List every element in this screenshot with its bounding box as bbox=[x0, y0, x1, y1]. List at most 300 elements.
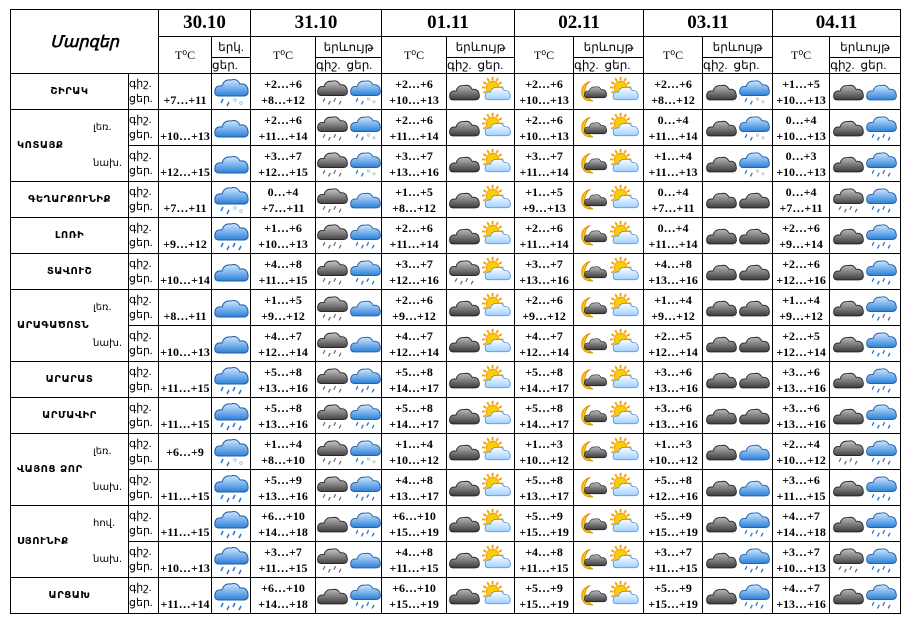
temperature-cell bbox=[382, 434, 447, 470]
weather-icon-pair bbox=[447, 182, 515, 218]
weather-dark-cloud-icon bbox=[448, 438, 481, 465]
weather-sun-cloud-icon bbox=[481, 438, 514, 465]
temperature-cell bbox=[251, 578, 316, 614]
weather-icon-pair bbox=[574, 182, 644, 218]
weather-icon-pair bbox=[316, 146, 382, 182]
temperature-cell bbox=[251, 254, 316, 290]
weather-blue-cloud-icon bbox=[212, 146, 251, 182]
night-temp: +3…+6 bbox=[654, 364, 692, 379]
night-temp: +3…+7 bbox=[395, 148, 433, 163]
day-night-subheader bbox=[447, 58, 515, 74]
night-temp: +6…+9 bbox=[166, 444, 204, 459]
night-temp: +4…+8 bbox=[264, 256, 302, 271]
night-temp: +3…+7 bbox=[264, 544, 302, 559]
weather-icon-pair bbox=[316, 470, 382, 506]
day-temp: +11…+15 bbox=[160, 488, 210, 503]
temperature-cell bbox=[251, 74, 316, 110]
night-label: գիշ. bbox=[129, 293, 152, 306]
temperature-cell bbox=[644, 218, 703, 254]
night-label: գիշ. bbox=[703, 58, 728, 72]
weather-icon-pair bbox=[830, 542, 901, 578]
day-label: ցեր. bbox=[129, 488, 153, 501]
region-name: ՇԻՐԱԿ bbox=[11, 74, 129, 110]
weather-icon-pair bbox=[316, 254, 382, 290]
weather-moon-cloud-icon bbox=[576, 438, 609, 465]
day-label: ցեր. bbox=[346, 58, 373, 72]
day-night-label bbox=[129, 578, 159, 614]
night-temp: +4…+7 bbox=[525, 328, 563, 343]
day-label: ցեր. bbox=[129, 308, 153, 321]
weather-rain-blue-icon bbox=[865, 546, 898, 573]
temperature-cell bbox=[251, 218, 316, 254]
night-temp: +5…+9 bbox=[264, 472, 302, 487]
night-temp: +5…+8 bbox=[395, 364, 433, 379]
weather-icon-pair bbox=[830, 506, 901, 542]
day-temp: +13…+16 bbox=[776, 596, 826, 611]
weather-sun-cloud-icon bbox=[609, 546, 642, 573]
weather-dark-cloud-icon bbox=[705, 330, 738, 357]
temperature-cell bbox=[515, 398, 574, 434]
temperature-cell bbox=[382, 326, 447, 362]
temperature-cell bbox=[773, 218, 830, 254]
weather-dark-cloud-icon bbox=[448, 330, 481, 357]
weather-rain-cloud-icon bbox=[832, 186, 865, 213]
weather-dark-cloud-icon bbox=[832, 294, 865, 321]
weather-moon-cloud-icon bbox=[576, 402, 609, 429]
weather-dark-cloud-icon bbox=[705, 366, 738, 393]
night-temp: +5…+8 bbox=[525, 400, 563, 415]
weather-dark-cloud-icon bbox=[832, 78, 865, 105]
weather-sun-cloud-icon bbox=[481, 546, 514, 573]
weather-snow-cloud-icon bbox=[212, 74, 251, 110]
phenomenon-header: երևույթ bbox=[830, 37, 901, 58]
temperature-cell bbox=[515, 182, 574, 218]
weather-icon-pair bbox=[703, 398, 773, 434]
day-temp: +9…+14 bbox=[779, 236, 823, 251]
weather-sun-cloud-icon bbox=[481, 150, 514, 177]
day-temp: +13…+17 bbox=[519, 488, 569, 503]
night-temp: +5…+8 bbox=[264, 364, 302, 379]
day-temp: +8…+12 bbox=[392, 200, 436, 215]
temperature-cell bbox=[251, 434, 316, 470]
weather-rain-cloud-icon bbox=[832, 546, 865, 573]
weather-snow-cloud-icon bbox=[738, 114, 771, 141]
weather-moon-cloud-icon bbox=[576, 222, 609, 249]
region-name: ՍՅՈՒՆԻՔ bbox=[11, 506, 129, 578]
table-row bbox=[11, 578, 901, 614]
weather-dark-cloud-icon bbox=[705, 258, 738, 285]
night-temp: 0…+4 bbox=[785, 184, 817, 199]
day-temp: +10…+13 bbox=[389, 92, 439, 107]
night-label: գիշ. bbox=[574, 58, 599, 72]
weather-dark-cloud-icon bbox=[316, 582, 349, 609]
temperature-cell bbox=[515, 506, 574, 542]
weather-sun-cloud-icon bbox=[481, 582, 514, 609]
weather-dark-cloud-icon bbox=[705, 510, 738, 537]
weather-dark-cloud-icon bbox=[448, 546, 481, 573]
region-name: ՏԱՎՈՒՇ bbox=[11, 254, 129, 290]
temperature-cell bbox=[515, 290, 574, 326]
weather-icon-pair bbox=[703, 470, 773, 506]
table-title: Մարզեր bbox=[11, 10, 159, 74]
night-label: գիշ. bbox=[129, 149, 152, 162]
day-temp: +15…+19 bbox=[648, 524, 698, 539]
weather-moon-cloud-icon bbox=[576, 546, 609, 573]
day-temp: +11…+15 bbox=[160, 416, 210, 431]
night-temp: 0…+4 bbox=[267, 184, 299, 199]
day-night-label bbox=[129, 182, 159, 218]
day-temp: +15…+19 bbox=[389, 596, 439, 611]
night-temp: +6…+10 bbox=[261, 580, 305, 595]
weather-sun-cloud-icon bbox=[481, 330, 514, 357]
weather-rain-cloud-icon bbox=[316, 186, 349, 213]
night-temp: +3…+6 bbox=[782, 472, 820, 487]
night-temp: +4…+7 bbox=[395, 328, 433, 343]
night-label: գիշ. bbox=[129, 221, 152, 234]
weather-rain-blue-icon bbox=[212, 542, 251, 578]
night-temp: +4…+7 bbox=[264, 328, 302, 343]
temperature-cell bbox=[382, 110, 447, 146]
weather-icon-pair bbox=[574, 254, 644, 290]
weather-icon-pair bbox=[316, 542, 382, 578]
day-temp: +10…+12 bbox=[389, 452, 439, 467]
weather-icon-pair bbox=[574, 398, 644, 434]
temperature-cell bbox=[515, 326, 574, 362]
day-temp: +12…+14 bbox=[258, 344, 308, 359]
weather-icon-pair bbox=[447, 218, 515, 254]
table-row bbox=[11, 74, 901, 110]
weather-rain-blue-icon bbox=[212, 578, 251, 614]
temperature-cell bbox=[644, 146, 703, 182]
weather-icon-pair bbox=[830, 110, 901, 146]
night-temp: +6…+10 bbox=[392, 508, 436, 523]
temperature-cell bbox=[773, 110, 830, 146]
night-temp: +1…+4 bbox=[654, 292, 692, 307]
day-temp: +7…+11 bbox=[779, 200, 823, 215]
weather-icon-pair bbox=[316, 290, 382, 326]
date-header: 04.11 bbox=[773, 10, 901, 37]
weather-dark-cloud-icon bbox=[705, 294, 738, 321]
temperature-cell bbox=[159, 254, 212, 290]
weather-dark-cloud-icon bbox=[738, 366, 771, 393]
day-night-subheader bbox=[830, 58, 901, 74]
weather-icon-pair bbox=[703, 74, 773, 110]
weather-rain-blue-icon bbox=[349, 402, 382, 429]
day-label: ցեր. bbox=[604, 58, 631, 72]
temperature-cell bbox=[773, 362, 830, 398]
temperature-cell bbox=[382, 74, 447, 110]
night-temp: +2…+6 bbox=[525, 112, 563, 127]
temperature-cell bbox=[644, 254, 703, 290]
night-temp: +2…+4 bbox=[782, 436, 820, 451]
temp-header: T⁰C bbox=[773, 37, 830, 74]
day-night-subheader bbox=[574, 58, 644, 74]
day-temp: +13…+16 bbox=[648, 416, 698, 431]
weather-moon-cloud-icon bbox=[576, 582, 609, 609]
day-temp: +13…+16 bbox=[258, 488, 308, 503]
weather-sun-cloud-icon bbox=[481, 366, 514, 393]
phenomenon-header: երևույթ bbox=[703, 37, 773, 58]
weather-blue-cloud-icon bbox=[212, 254, 251, 290]
day-temp: +13…+17 bbox=[389, 488, 439, 503]
day-temp: +14…+17 bbox=[519, 416, 569, 431]
weather-sun-cloud-icon bbox=[609, 402, 642, 429]
weather-rain-blue-icon bbox=[865, 402, 898, 429]
night-temp: +2…+6 bbox=[395, 220, 433, 235]
weather-rain-cloud-icon bbox=[316, 402, 349, 429]
weather-rain-cloud-icon bbox=[316, 546, 349, 573]
weather-blue-cloud-icon bbox=[349, 294, 382, 321]
day-label: ցեր. bbox=[129, 416, 153, 429]
temperature-cell bbox=[382, 254, 447, 290]
weather-sun-cloud-icon bbox=[481, 258, 514, 285]
forecast-table bbox=[10, 9, 901, 614]
date-header: 31.10 bbox=[251, 10, 382, 37]
day-temp: +12…+15 bbox=[258, 164, 308, 179]
weather-icon-pair bbox=[447, 470, 515, 506]
weather-dark-cloud-icon bbox=[705, 150, 738, 177]
weather-rain-blue-icon bbox=[212, 506, 251, 542]
day-temp: +11…+13 bbox=[648, 164, 698, 179]
night-label: գիշ. bbox=[129, 581, 152, 594]
temperature-cell bbox=[773, 182, 830, 218]
weather-dark-cloud-icon bbox=[832, 582, 865, 609]
weather-rain-blue-icon bbox=[865, 258, 898, 285]
weather-blue-cloud-icon bbox=[212, 290, 251, 326]
night-label: գիշ. bbox=[830, 58, 855, 72]
table-row bbox=[11, 290, 901, 326]
day-temp: +11…+15 bbox=[776, 488, 826, 503]
day-temp: +9…+12 bbox=[522, 308, 566, 323]
day-temp: +11…+15 bbox=[648, 560, 698, 575]
temperature-cell bbox=[159, 398, 212, 434]
night-label: գիշ. bbox=[129, 113, 152, 126]
day-temp: +8…+11 bbox=[163, 308, 207, 323]
weather-snow-cloud-icon bbox=[349, 114, 382, 141]
night-temp: 0…+3 bbox=[785, 148, 817, 163]
weather-dark-cloud-icon bbox=[738, 186, 771, 213]
weather-icon-pair bbox=[830, 74, 901, 110]
weather-rain-blue-icon bbox=[865, 114, 898, 141]
weather-dark-cloud-icon bbox=[705, 114, 738, 141]
day-temp: +13…+16 bbox=[648, 272, 698, 287]
weather-blue-cloud-icon bbox=[349, 186, 382, 213]
weather-sun-cloud-icon bbox=[481, 186, 514, 213]
weather-rain-blue-icon bbox=[738, 582, 771, 609]
day-night-label: լեռ. գիշ. ցեր. bbox=[129, 110, 159, 146]
region-name: ԼՈՌԻ bbox=[11, 218, 129, 254]
night-temp: +5…+9 bbox=[525, 508, 563, 523]
day-temp: +15…+19 bbox=[648, 596, 698, 611]
day-temp: +11…+15 bbox=[519, 560, 569, 575]
temperature-cell bbox=[159, 182, 212, 218]
night-label: գիշ. bbox=[129, 77, 152, 90]
temperature-cell bbox=[644, 326, 703, 362]
night-temp: +1…+4 bbox=[264, 436, 302, 451]
weather-sun-cloud-icon bbox=[609, 582, 642, 609]
day-temp: +14…+18 bbox=[776, 524, 826, 539]
weather-rain-blue-icon bbox=[865, 438, 898, 465]
temperature-cell bbox=[159, 578, 212, 614]
weather-icon-pair bbox=[447, 146, 515, 182]
weather-sun-cloud-icon bbox=[609, 78, 642, 105]
date-header: 01.11 bbox=[382, 10, 515, 37]
temperature-cell bbox=[159, 290, 212, 326]
day-temp: +11…+14 bbox=[648, 236, 698, 251]
weather-dark-cloud-icon bbox=[448, 366, 481, 393]
day-night-label: լեռ. գիշ. ցեր. bbox=[129, 290, 159, 326]
weather-sun-cloud-icon bbox=[481, 114, 514, 141]
weather-dark-cloud-icon bbox=[832, 402, 865, 429]
weather-dark-cloud-icon bbox=[738, 330, 771, 357]
weather-blue-cloud-icon bbox=[212, 326, 251, 362]
temperature-cell bbox=[644, 398, 703, 434]
phenomenon-header: երևույթ bbox=[316, 37, 382, 58]
weather-rain-blue-icon bbox=[349, 258, 382, 285]
night-temp: +1…+5 bbox=[395, 184, 433, 199]
weather-icon-pair bbox=[574, 290, 644, 326]
day-night-label bbox=[129, 74, 159, 110]
temperature-cell bbox=[251, 506, 316, 542]
weather-dark-cloud-icon bbox=[832, 222, 865, 249]
day-temp: +7…+11 bbox=[163, 92, 207, 107]
weather-sun-cloud-icon bbox=[609, 186, 642, 213]
temperature-cell bbox=[251, 542, 316, 578]
weather-icon-pair bbox=[316, 110, 382, 146]
weather-rain-blue-icon bbox=[865, 330, 898, 357]
table-row bbox=[11, 254, 901, 290]
temperature-cell bbox=[159, 110, 212, 146]
day-temp: +10…+12 bbox=[776, 452, 826, 467]
weather-dark-cloud-icon bbox=[832, 366, 865, 393]
temperature-cell bbox=[773, 254, 830, 290]
night-temp: +5…+8 bbox=[264, 400, 302, 415]
temperature-cell bbox=[251, 290, 316, 326]
temperature-cell bbox=[773, 578, 830, 614]
temperature-cell bbox=[773, 398, 830, 434]
weather-rain-blue-icon bbox=[865, 186, 898, 213]
weather-snow-cloud-icon bbox=[738, 150, 771, 177]
day-temp: +11…+14 bbox=[160, 596, 210, 611]
night-temp: +3…+7 bbox=[264, 148, 302, 163]
day-label: ցեր. bbox=[860, 58, 887, 72]
night-temp: +2…+5 bbox=[782, 328, 820, 343]
night-temp: +5…+9 bbox=[654, 508, 692, 523]
weather-icon-pair bbox=[316, 578, 382, 614]
day-temp: +14…+18 bbox=[258, 524, 308, 539]
weather-icon-pair bbox=[316, 506, 382, 542]
weather-icon-pair bbox=[830, 290, 901, 326]
weather-rain-blue-icon bbox=[349, 222, 382, 249]
weather-rain-blue-icon bbox=[865, 294, 898, 321]
weather-icon-pair bbox=[447, 290, 515, 326]
temperature-cell bbox=[644, 542, 703, 578]
weather-rain-blue-icon bbox=[738, 510, 771, 537]
day-temp: +9…+12 bbox=[779, 308, 823, 323]
weather-icon-pair bbox=[703, 326, 773, 362]
weather-moon-cloud-icon bbox=[576, 258, 609, 285]
weather-moon-cloud-icon bbox=[576, 294, 609, 321]
night-temp: +3…+7 bbox=[782, 544, 820, 559]
night-temp: 0…+4 bbox=[657, 184, 689, 199]
day-night-label bbox=[129, 254, 159, 290]
weather-icon-pair bbox=[830, 362, 901, 398]
night-temp: +5…+8 bbox=[654, 472, 692, 487]
night-temp: +4…+8 bbox=[525, 544, 563, 559]
night-temp: +4…+7 bbox=[782, 508, 820, 523]
temperature-cell bbox=[382, 146, 447, 182]
weather-dark-cloud-icon bbox=[705, 582, 738, 609]
day-night-label: լեռ. գիշ. ցեր. bbox=[129, 434, 159, 470]
temp-header: T⁰C bbox=[644, 37, 703, 74]
temperature-cell bbox=[251, 470, 316, 506]
weather-icon-pair bbox=[703, 218, 773, 254]
temperature-cell bbox=[382, 542, 447, 578]
temperature-cell bbox=[515, 578, 574, 614]
table-row bbox=[11, 398, 901, 434]
weather-icon-pair bbox=[574, 146, 644, 182]
weather-rain-blue-icon bbox=[865, 366, 898, 393]
day-temp: +11…+14 bbox=[648, 128, 698, 143]
weather-icon-pair bbox=[574, 434, 644, 470]
night-temp: +1…+5 bbox=[264, 292, 302, 307]
temperature-cell bbox=[515, 110, 574, 146]
night-label: գիշ. bbox=[129, 437, 152, 450]
weather-sun-cloud-icon bbox=[481, 294, 514, 321]
table-row bbox=[11, 110, 901, 146]
weather-icon-pair bbox=[703, 146, 773, 182]
night-temp: 0…+4 bbox=[657, 112, 689, 127]
weather-rain-blue-icon bbox=[212, 362, 251, 398]
weather-rain-blue-icon bbox=[865, 582, 898, 609]
weather-blue-cloud-icon bbox=[738, 474, 771, 501]
weather-icon-pair bbox=[447, 506, 515, 542]
weather-dark-cloud-icon bbox=[448, 474, 481, 501]
night-temp: +5…+8 bbox=[525, 364, 563, 379]
temp-header: T⁰C bbox=[515, 37, 574, 74]
weather-sun-cloud-icon bbox=[609, 474, 642, 501]
day-temp: +11…+14 bbox=[258, 128, 308, 143]
day-sub-header: ցեր. bbox=[212, 58, 251, 74]
day-temp: +15…+19 bbox=[519, 524, 569, 539]
weather-icon-pair bbox=[830, 182, 901, 218]
weather-blue-cloud-icon bbox=[349, 330, 382, 357]
day-temp: +15…+19 bbox=[389, 524, 439, 539]
weather-icon-pair bbox=[830, 434, 901, 470]
night-temp: +4…+8 bbox=[395, 544, 433, 559]
night-temp: +2…+6 bbox=[264, 76, 302, 91]
weather-dark-cloud-icon bbox=[832, 510, 865, 537]
day-temp: +10…+13 bbox=[519, 128, 569, 143]
date-header: 30.10 bbox=[159, 10, 251, 37]
day-temp: +12…+16 bbox=[776, 272, 826, 287]
weather-icon-pair bbox=[316, 434, 382, 470]
weather-icon-pair bbox=[316, 74, 382, 110]
night-temp: +3…+6 bbox=[782, 400, 820, 415]
night-temp: +3…+7 bbox=[395, 256, 433, 271]
weather-icon-pair bbox=[703, 110, 773, 146]
weather-rain-blue-icon bbox=[738, 546, 771, 573]
weather-rain-cloud-icon bbox=[448, 258, 481, 285]
weather-blue-cloud-icon bbox=[738, 438, 771, 465]
weather-icon-pair bbox=[447, 398, 515, 434]
temp-header: T⁰C bbox=[159, 37, 212, 74]
weather-moon-cloud-icon bbox=[576, 150, 609, 177]
date-header: 02.11 bbox=[515, 10, 644, 37]
weather-icon-pair bbox=[574, 362, 644, 398]
weather-icon-pair bbox=[830, 398, 901, 434]
day-night-label: հով. գիշ. ցեր. bbox=[129, 506, 159, 542]
